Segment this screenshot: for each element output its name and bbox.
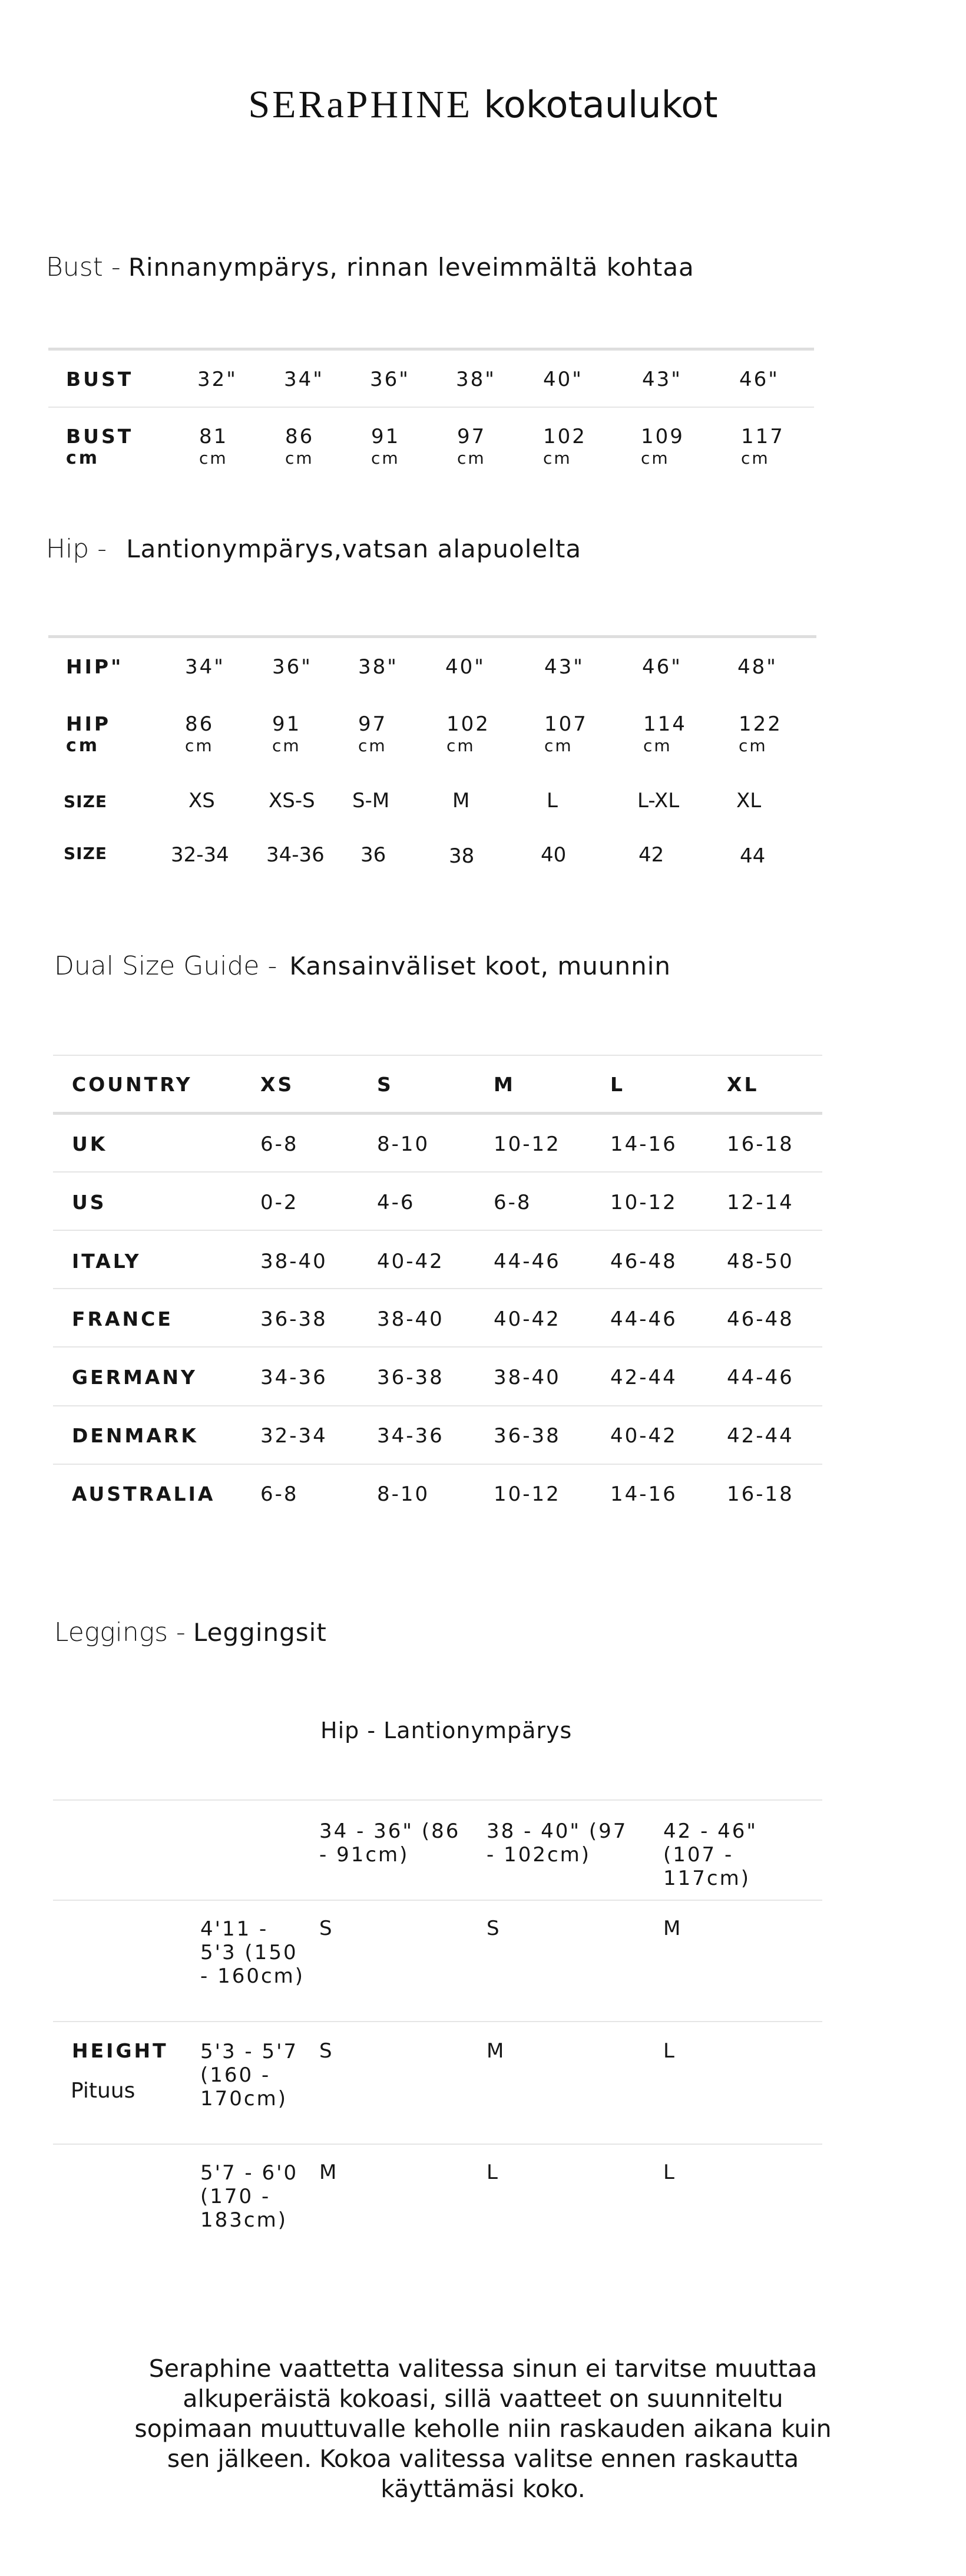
dual-row-divider xyxy=(53,1464,822,1465)
hip-size-letter-cell: L xyxy=(547,789,558,813)
bust-cm-value: 91 xyxy=(371,425,401,448)
dual-size-cell: 6-8 xyxy=(260,1482,299,1506)
leggings-size-cell: S xyxy=(319,2039,332,2063)
dual-size-cell: 44-46 xyxy=(727,1366,794,1389)
bust-inch-cell: 40" xyxy=(543,368,583,391)
hip-size-letter-cell: S-M xyxy=(352,789,390,813)
dual-row-divider xyxy=(53,1405,822,1406)
hip-size-number-cell: 36 xyxy=(360,843,386,867)
dual-size-cell: 44-46 xyxy=(610,1307,677,1331)
dual-size-cell: 32-34 xyxy=(260,1424,327,1448)
hip-cm-cell xyxy=(272,713,301,757)
dual-size-cell: 4-6 xyxy=(377,1191,415,1214)
leggings-hip-col-header: 42 - 46" (107 - 117cm) xyxy=(663,1819,758,1890)
dual-size-cell: 6-8 xyxy=(260,1132,299,1156)
dual-heading: Dual Size Guide - xyxy=(54,951,277,981)
dual-col-header: L xyxy=(610,1073,626,1096)
dual-size-cell: 10-12 xyxy=(494,1482,561,1506)
dual-size-cell: 10-12 xyxy=(494,1132,561,1156)
leggings-size-cell: S xyxy=(487,1917,499,1940)
dual-size-cell: 10-12 xyxy=(610,1191,677,1214)
hip-size-number-cell: 34-36 xyxy=(266,843,325,867)
hip-inch-cell: 48" xyxy=(737,655,778,679)
bust-cm-unit: cm xyxy=(641,448,670,468)
bust-cm-cell xyxy=(285,425,314,469)
hip-cm-unit: cm xyxy=(358,736,387,755)
hip-cm-cell xyxy=(446,713,490,757)
bust-cm-unit: cm xyxy=(199,448,228,468)
hip-section-heading xyxy=(46,534,581,564)
dual-col-header: M xyxy=(494,1073,515,1096)
dual-col-header: XL xyxy=(727,1073,759,1096)
bust-row-label: BUST xyxy=(66,368,134,391)
hip-cm-cell xyxy=(358,713,387,757)
hip-inch-cell: 36" xyxy=(272,655,312,679)
bust-cm-cell xyxy=(641,425,684,469)
bust-subheading: Rinnanympärys, rinnan leveimmältä kohtaa xyxy=(128,253,694,282)
bust-cm-cell xyxy=(371,425,400,469)
bust-cm-label-text: BUST xyxy=(66,425,134,448)
dual-size-cell: 38-40 xyxy=(260,1250,327,1273)
hip-cm-value: 122 xyxy=(739,712,782,736)
leggings-size-cell: S xyxy=(319,1917,332,1940)
leggings-hip-col-header: 34 - 36" (86 - 91cm) xyxy=(319,1819,461,1867)
hip-size-letter-cell: XL xyxy=(736,789,762,813)
dual-size-cell: 0-2 xyxy=(260,1191,299,1214)
hip-size-letter-cell: M xyxy=(452,789,470,813)
dual-col-header: XS xyxy=(260,1073,295,1096)
leggings-size-cell: M xyxy=(319,2161,337,2184)
leggings-hip-caption: Hip - Lantionympärys xyxy=(320,1718,573,1743)
hip-cm-value: 86 xyxy=(185,712,214,736)
hip-cm-unit: cm xyxy=(185,736,214,755)
dual-col-header: S xyxy=(377,1073,393,1096)
dual-row-divider xyxy=(53,1288,822,1289)
hip-cm-unit: cm xyxy=(446,736,475,755)
dual-country-cell: UK xyxy=(72,1132,108,1155)
hip-cm-cell xyxy=(739,713,782,757)
bust-inch-cell: 46" xyxy=(739,368,779,391)
dual-table-top-rule xyxy=(53,1055,822,1056)
bust-inch-cell: 38" xyxy=(456,368,496,391)
hip-inch-cell: 43" xyxy=(544,655,584,679)
leggings-size-cell: M xyxy=(487,2039,504,2063)
hip-row-label: HIP" xyxy=(66,655,124,678)
leggings-row-divider xyxy=(53,2144,822,2145)
leggings-heading: Leggings - xyxy=(54,1617,186,1647)
bust-cm-label-unit: cm xyxy=(66,448,100,468)
hip-size-number-cell: 42 xyxy=(639,843,664,867)
leggings-row-divider xyxy=(53,1900,822,1901)
hip-size-letter-cell: L-XL xyxy=(637,789,680,813)
bust-inch-cell: 36" xyxy=(370,368,410,391)
bust-cm-value: 86 xyxy=(285,425,315,448)
page-title: kokotaulukot xyxy=(484,83,718,126)
hip-cm-value: 97 xyxy=(358,712,388,736)
hip-size-number-cell: 38 xyxy=(449,844,475,868)
hip-subheading: Lantionympärys,vatsan alapuolelta xyxy=(126,534,582,563)
brand-logo: SERaPHINE xyxy=(248,83,473,126)
hip-size-number-row-label: SIZE xyxy=(64,844,108,863)
bust-inch-cell: 34" xyxy=(284,368,324,391)
dual-size-cell: 40-42 xyxy=(377,1250,444,1273)
dual-size-cell: 42-44 xyxy=(727,1424,794,1448)
bust-cm-unit: cm xyxy=(457,448,486,468)
bust-cm-unit: cm xyxy=(741,448,770,468)
dual-size-cell: 34-36 xyxy=(260,1366,327,1389)
hip-cm-cell xyxy=(643,713,687,757)
bust-table-top-rule xyxy=(48,348,814,351)
dual-size-cell: 48-50 xyxy=(727,1250,794,1273)
dual-size-cell: 12-14 xyxy=(727,1191,794,1214)
bust-cm-value: 102 xyxy=(543,425,587,448)
bust-cm-cell xyxy=(741,425,785,469)
dual-country-cell: DENMARK xyxy=(72,1424,199,1447)
hip-cm-value: 114 xyxy=(643,712,687,736)
bust-cm-value: 117 xyxy=(741,425,785,448)
hip-size-number-cell: 32-34 xyxy=(171,843,229,867)
hip-cm-label-unit: cm xyxy=(66,735,100,756)
bust-section-heading xyxy=(46,252,694,282)
hip-inch-cell: 40" xyxy=(445,655,485,679)
bust-cm-unit: cm xyxy=(543,448,572,468)
bust-cm-unit: cm xyxy=(371,448,400,468)
hip-inch-cell: 34" xyxy=(185,655,225,679)
hip-cm-value: 107 xyxy=(544,712,588,736)
dual-subheading: Kansainväliset koot, muunnin xyxy=(289,952,671,980)
dual-size-cell: 36-38 xyxy=(260,1307,327,1331)
hip-cm-unit: cm xyxy=(544,736,573,755)
hip-inch-cell: 38" xyxy=(358,655,398,679)
leggings-table-top-rule xyxy=(53,1799,822,1801)
hip-inch-cell: 46" xyxy=(642,655,682,679)
dual-col-header: COUNTRY xyxy=(72,1073,193,1096)
leggings-hip-col-header: 38 - 40" (97 - 102cm) xyxy=(487,1819,628,1867)
hip-cm-value: 91 xyxy=(272,712,302,736)
dual-size-cell: 16-18 xyxy=(727,1132,794,1156)
dual-size-cell: 44-46 xyxy=(494,1250,561,1273)
bust-cm-value: 97 xyxy=(457,425,487,448)
leggings-subheading: Leggingsit xyxy=(193,1618,327,1647)
bust-cm-cell xyxy=(543,425,587,469)
dual-size-cell: 40-42 xyxy=(494,1307,561,1331)
leggings-height-label-fi: Pituus xyxy=(71,2079,135,2103)
leggings-section-heading xyxy=(54,1617,327,1647)
bust-cm-value: 109 xyxy=(641,425,684,448)
hip-cm-cell xyxy=(544,713,588,757)
dual-country-cell: GERMANY xyxy=(72,1366,197,1389)
footer-note: Seraphine vaattetta valitessa sinun ei tarvitse muuttaa alkuperäistä kokoasi, sillä vaatteet on suunniteltu sopimaan muuttuvalle keholle niin raskauden aikana kuin sen jälkeen. Kokoa valitessa valitse ennen raskautta käyttämäsi koko. xyxy=(134,2354,832,2503)
hip-size-number-cell: 44 xyxy=(740,844,766,868)
hip-cm-cell xyxy=(185,713,214,757)
dual-size-cell: 34-36 xyxy=(377,1424,444,1448)
bust-cm-row-label xyxy=(66,425,133,469)
hip-table-top-rule xyxy=(48,635,816,638)
bust-inch-cell: 32" xyxy=(197,368,237,391)
leggings-height-cell: 4'11 - 5'3 (150 - 160cm) xyxy=(200,1917,305,1988)
hip-cm-unit: cm xyxy=(643,736,672,755)
hip-heading: Hip - xyxy=(46,534,107,564)
hip-cm-unit: cm xyxy=(272,736,301,755)
dual-country-cell: ITALY xyxy=(72,1250,141,1273)
leggings-size-cell: L xyxy=(663,2039,674,2063)
dual-size-cell: 36-38 xyxy=(377,1366,444,1389)
hip-size-number-cell: 40 xyxy=(541,843,567,867)
dual-size-cell: 38-40 xyxy=(494,1366,561,1389)
bust-cm-unit: cm xyxy=(285,448,314,468)
dual-section-heading xyxy=(54,951,671,981)
hip-size-letter-cell: XS-S xyxy=(269,789,315,813)
page-header xyxy=(0,82,966,127)
dual-header-rule xyxy=(53,1112,822,1115)
dual-size-cell: 46-48 xyxy=(610,1250,677,1273)
dual-size-cell: 14-16 xyxy=(610,1482,677,1506)
hip-cm-row-label xyxy=(66,713,111,757)
leggings-height-cell: 5'7 - 6'0 (170 - 183cm) xyxy=(200,2161,299,2232)
hip-cm-label-text: HIP xyxy=(66,712,111,735)
bust-cm-value: 81 xyxy=(199,425,229,448)
dual-size-cell: 40-42 xyxy=(610,1424,677,1448)
dual-size-cell: 16-18 xyxy=(727,1482,794,1506)
dual-size-cell: 14-16 xyxy=(610,1132,677,1156)
leggings-size-cell: L xyxy=(487,2161,498,2184)
dual-size-cell: 8-10 xyxy=(377,1482,430,1506)
bust-heading: Bust - xyxy=(46,252,121,282)
leggings-size-cell: M xyxy=(663,1917,681,1940)
bust-cm-cell xyxy=(199,425,228,469)
dual-country-cell: FRANCE xyxy=(72,1307,173,1330)
leggings-size-cell: L xyxy=(663,2161,674,2184)
leggings-height-cell: 5'3 - 5'7 (160 - 170cm) xyxy=(200,2040,299,2111)
dual-size-cell: 42-44 xyxy=(610,1366,677,1389)
dual-size-cell: 36-38 xyxy=(494,1424,561,1448)
bust-cm-cell xyxy=(457,425,486,469)
dual-country-cell: US xyxy=(72,1191,107,1214)
hip-cm-value: 102 xyxy=(446,712,490,736)
hip-size-row-label: SIZE xyxy=(64,792,108,811)
hip-cm-unit: cm xyxy=(739,736,767,755)
dual-row-divider xyxy=(53,1346,822,1348)
dual-size-cell: 8-10 xyxy=(377,1132,430,1156)
dual-row-divider xyxy=(53,1171,822,1173)
dual-size-cell: 46-48 xyxy=(727,1307,794,1331)
bust-row-divider xyxy=(48,407,814,408)
dual-country-cell: AUSTRALIA xyxy=(72,1482,216,1505)
dual-size-cell: 6-8 xyxy=(494,1191,532,1214)
hip-size-letter-cell: XS xyxy=(188,789,215,813)
dual-size-cell: 38-40 xyxy=(377,1307,444,1331)
leggings-height-label: HEIGHT xyxy=(72,2039,168,2062)
bust-inch-cell: 43" xyxy=(642,368,682,391)
leggings-row-divider xyxy=(53,2021,822,2022)
dual-row-divider xyxy=(53,1230,822,1231)
